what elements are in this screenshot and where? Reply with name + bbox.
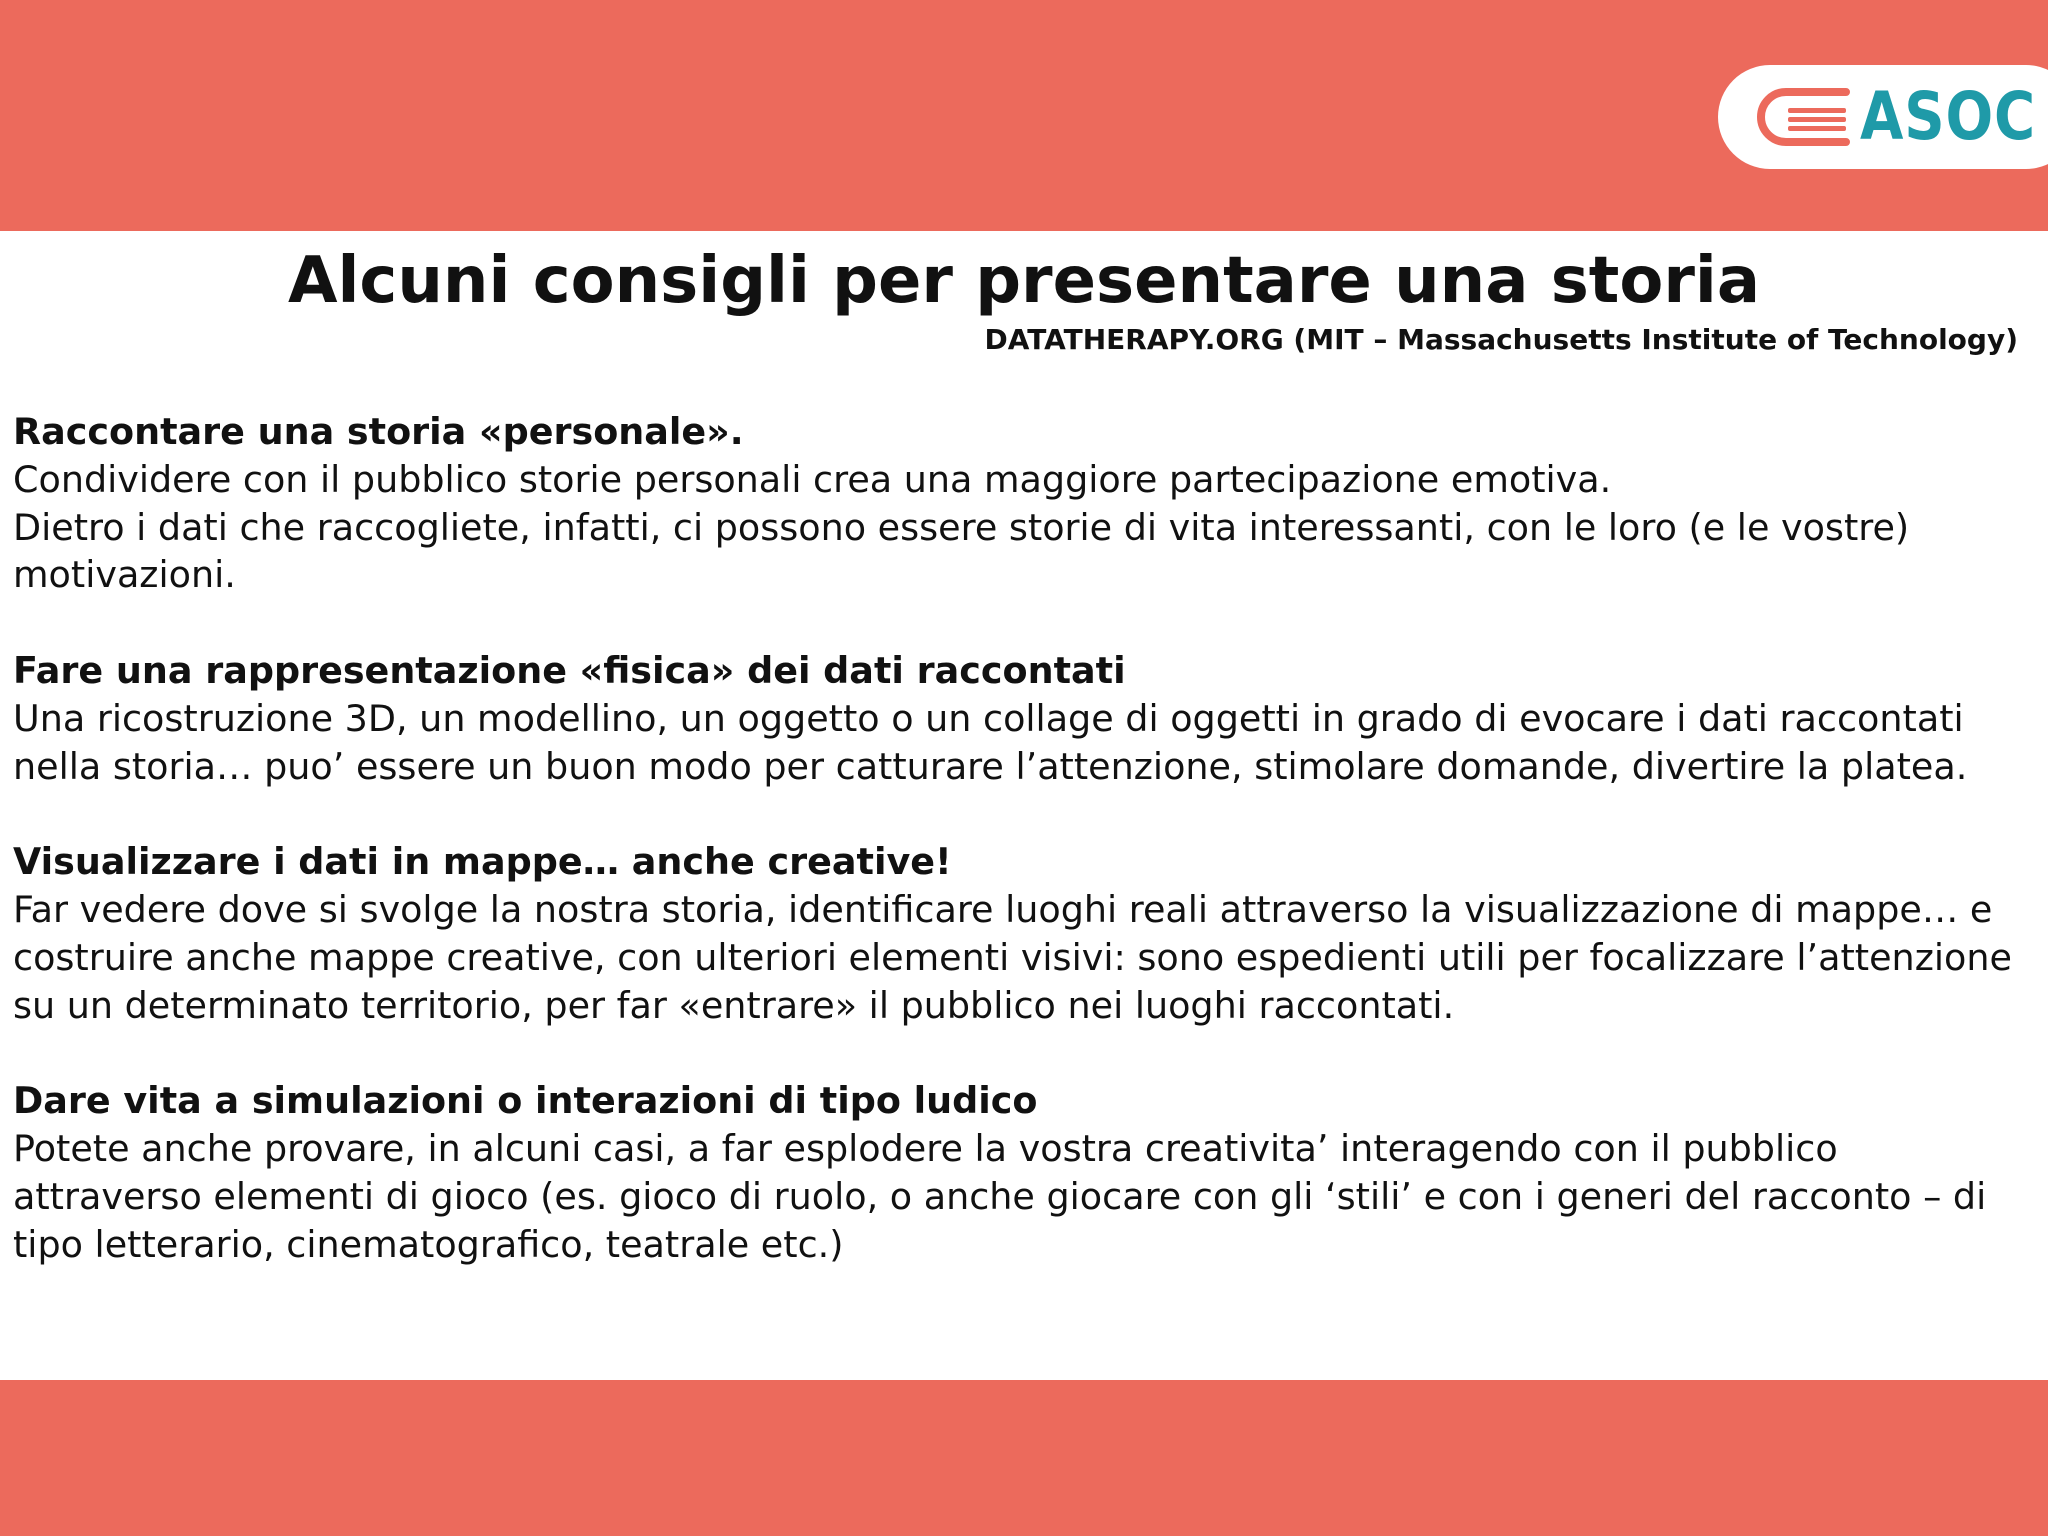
tip-heading: Dare vita a simulazioni o interazioni di tipo ludico <box>13 1079 1038 1123</box>
bottom-color-band <box>0 1380 2048 1536</box>
page-title: Alcuni consigli per presentare una storia <box>287 244 1761 318</box>
speed-lines-logo-icon <box>1752 86 1852 148</box>
tip-body: Far vedere dove si svolge la nostra storia, identificare luoghi reali attraverso la visualizzazione di mappe… e costruire anche mappe creative, con ulteriori elementi visivi: sono espedienti utili per focalizzare l’attenzione su un determinato territorio, per far «entrare» il pubblico nei luoghi raccontati. <box>13 887 2012 1027</box>
tip-body: Una ricostruzione 3D, un modellino, un oggetto o un collage di oggetti in grado di evocare i dati raccontati nella storia… puo’ essere un buon modo per catturare l’attenzione, stimolare domande, divertire la platea. <box>13 696 1968 788</box>
tip-body: Potete anche provare, in alcuni casi, a far esplodere la vostra creativita’ interagendo con il pubblico attraverso elementi di gioco (es. gioco di ruolo, o anche giocare con gli ‘stili’ e con i generi del racconto – di tipo letterario, cinematografico, teatrale etc.) <box>13 1126 1987 1266</box>
tips-list <box>13 408 2023 1316</box>
tip-section-maps <box>13 838 2023 1029</box>
tip-heading: Visualizzare i dati in mappe… anche creative! <box>13 840 952 884</box>
tip-body: Condividere con il pubblico storie personali crea una maggiore partecipazione emotiva. Dietro i dati che raccogliete, infatti, ci possono essere storie di vita interessanti, con le loro (e le vostre) motivazioni. <box>13 457 1910 597</box>
tip-section-game-simulations <box>13 1077 2023 1268</box>
tip-section-physical-representation <box>13 647 2023 790</box>
logo-wordmark: ASOC <box>1860 78 2037 155</box>
tip-heading: Raccontare una storia «personale». <box>13 410 744 453</box>
tip-section-personal-story <box>13 408 2023 599</box>
tip-heading: Fare una rappresentazione «fisica» dei dati raccontati <box>13 648 1126 692</box>
source-credit: DATATHERAPY.ORG (MIT – Massachusetts Institute of Technology) <box>984 323 2018 356</box>
